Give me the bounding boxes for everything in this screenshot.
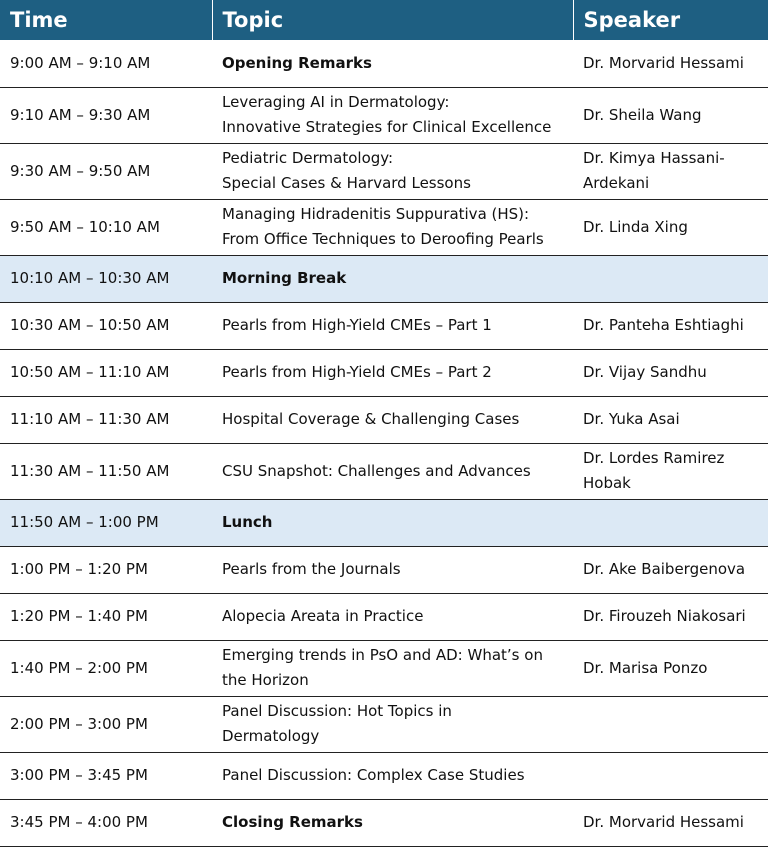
topic-cell bbox=[212, 396, 573, 443]
table-row bbox=[0, 799, 768, 846]
table-row bbox=[0, 349, 768, 396]
speaker-cell bbox=[573, 199, 768, 255]
topic-line: Closing Remarks bbox=[222, 813, 363, 831]
speaker-cell bbox=[573, 87, 768, 143]
speaker-cell bbox=[573, 302, 768, 349]
speaker-cell bbox=[573, 396, 768, 443]
speaker-cell bbox=[573, 696, 768, 752]
table-row bbox=[0, 143, 768, 199]
time-cell: 3:00 PM – 3:45 PM bbox=[0, 752, 212, 799]
topic-line: Panel Discussion: Complex Case Studies bbox=[222, 766, 525, 784]
topic-cell bbox=[212, 799, 573, 846]
speaker-line: Dr. Morvarid Hessami bbox=[583, 813, 744, 831]
time-cell: 11:30 AM – 11:50 AM bbox=[0, 443, 212, 499]
topic-line: Pearls from High-Yield CMEs – Part 1 bbox=[222, 316, 492, 334]
time-cell: 11:50 AM – 1:00 PM bbox=[0, 499, 212, 546]
topic-cell bbox=[212, 199, 573, 255]
topic-line: Panel Discussion: Hot Topics in bbox=[222, 702, 452, 720]
table-header bbox=[0, 0, 768, 40]
topic-cell bbox=[212, 143, 573, 199]
speaker-cell bbox=[573, 143, 768, 199]
speaker-line: Dr. Ake Baibergenova bbox=[583, 560, 746, 578]
table-row bbox=[0, 696, 768, 752]
topic-line: Dermatology bbox=[222, 727, 320, 745]
header-speaker: Speaker bbox=[583, 8, 681, 32]
header-topic: Topic bbox=[212, 0, 573, 40]
topic-line: Alopecia Areata in Practice bbox=[222, 607, 424, 625]
topic-cell bbox=[212, 40, 573, 87]
speaker-line: Dr. Marisa Ponzo bbox=[583, 658, 708, 677]
topic-line: Opening Remarks bbox=[222, 53, 372, 72]
topic-line: Managing Hidradenitis Suppurativa (HS): bbox=[222, 205, 530, 223]
speaker-cell bbox=[573, 593, 768, 640]
table-row bbox=[0, 593, 768, 640]
topic-line: Pearls from the Journals bbox=[222, 560, 401, 578]
topic-line: Emerging trends in PsO and AD: What’s on bbox=[222, 646, 543, 664]
topic-cell bbox=[212, 443, 573, 499]
time-cell: 3:45 PM – 4:00 PM bbox=[0, 799, 212, 846]
time-cell: 9:10 AM – 9:30 AM bbox=[0, 87, 212, 143]
speaker-cell bbox=[573, 349, 768, 396]
speaker-cell bbox=[573, 799, 768, 846]
topic-line: CSU Snapshot: Challenges and Advances bbox=[222, 461, 531, 480]
table-row bbox=[0, 443, 768, 499]
table-row bbox=[0, 499, 768, 546]
topic-line: From Office Techniques to Deroofing Pearls bbox=[222, 230, 544, 248]
speaker-line: Dr. Lordes Ramirez bbox=[583, 449, 725, 467]
topic-line: Leveraging AI in Dermatology: bbox=[222, 93, 450, 111]
speaker-cell bbox=[573, 640, 768, 696]
time-cell: 1:00 PM – 1:20 PM bbox=[0, 546, 212, 593]
speaker-line: Dr. Panteha Eshtiaghi bbox=[583, 316, 744, 334]
table-row bbox=[0, 87, 768, 143]
speaker-cell bbox=[573, 255, 768, 302]
table-row bbox=[0, 752, 768, 799]
table-row bbox=[0, 302, 768, 349]
speaker-line: Dr. Linda Xing bbox=[583, 217, 688, 236]
topic-line: Hospital Coverage & Challenging Cases bbox=[222, 410, 520, 428]
topic-cell bbox=[212, 255, 573, 302]
speaker-cell bbox=[573, 40, 768, 87]
speaker-cell bbox=[573, 443, 768, 499]
header-time: Time bbox=[0, 0, 212, 40]
topic-line: Morning Break bbox=[222, 269, 347, 287]
speaker-line: Dr. Vijay Sandhu bbox=[583, 363, 707, 381]
topic-line: Lunch bbox=[222, 513, 273, 531]
time-cell: 9:50 AM – 10:10 AM bbox=[0, 199, 212, 255]
time-cell: 1:40 PM – 2:00 PM bbox=[0, 640, 212, 696]
speaker-cell bbox=[573, 499, 768, 546]
table-row bbox=[0, 546, 768, 593]
topic-line: Innovative Strategies for Clinical Excellence bbox=[222, 118, 552, 136]
time-cell: 1:20 PM – 1:40 PM bbox=[0, 593, 212, 640]
speaker-line: Dr. Firouzeh Niakosari bbox=[583, 607, 746, 625]
time-cell: 2:00 PM – 3:00 PM bbox=[0, 696, 212, 752]
topic-cell bbox=[212, 640, 573, 696]
topic-cell bbox=[212, 302, 573, 349]
speaker-line: Dr. Sheila Wang bbox=[583, 105, 702, 124]
speaker-line: Hobak bbox=[583, 474, 631, 492]
table-row bbox=[0, 640, 768, 696]
topic-cell bbox=[212, 593, 573, 640]
speaker-line: Dr. Kimya Hassani- bbox=[583, 149, 725, 167]
time-cell: 10:30 AM – 10:50 AM bbox=[0, 302, 212, 349]
speaker-cell bbox=[573, 752, 768, 799]
time-cell: 11:10 AM – 11:30 AM bbox=[0, 396, 212, 443]
time-cell: 10:50 AM – 11:10 AM bbox=[0, 349, 212, 396]
time-cell: 10:10 AM – 10:30 AM bbox=[0, 255, 212, 302]
speaker-cell bbox=[573, 546, 768, 593]
table-row bbox=[0, 40, 768, 87]
time-cell: 9:00 AM – 9:10 AM bbox=[0, 40, 212, 87]
speaker-line: Dr. Yuka Asai bbox=[583, 410, 680, 428]
time-cell: 9:30 AM – 9:50 AM bbox=[0, 143, 212, 199]
topic-cell bbox=[212, 349, 573, 396]
table-row bbox=[0, 255, 768, 302]
topic-line: Special Cases & Harvard Lessons bbox=[222, 174, 471, 192]
topic-line: Pearls from High-Yield CMEs – Part 2 bbox=[222, 363, 492, 381]
speaker-line: Dr. Morvarid Hessami bbox=[583, 53, 744, 72]
topic-cell bbox=[212, 696, 573, 752]
topic-line: Pediatric Dermatology: bbox=[222, 149, 394, 167]
topic-cell bbox=[212, 87, 573, 143]
topic-line: the Horizon bbox=[222, 671, 309, 689]
table-row bbox=[0, 199, 768, 255]
topic-cell bbox=[212, 752, 573, 799]
table-body bbox=[0, 40, 768, 846]
table-row bbox=[0, 396, 768, 443]
speaker-line: Ardekani bbox=[583, 174, 650, 192]
topic-cell bbox=[212, 546, 573, 593]
header-row bbox=[0, 0, 768, 40]
topic-cell bbox=[212, 499, 573, 546]
